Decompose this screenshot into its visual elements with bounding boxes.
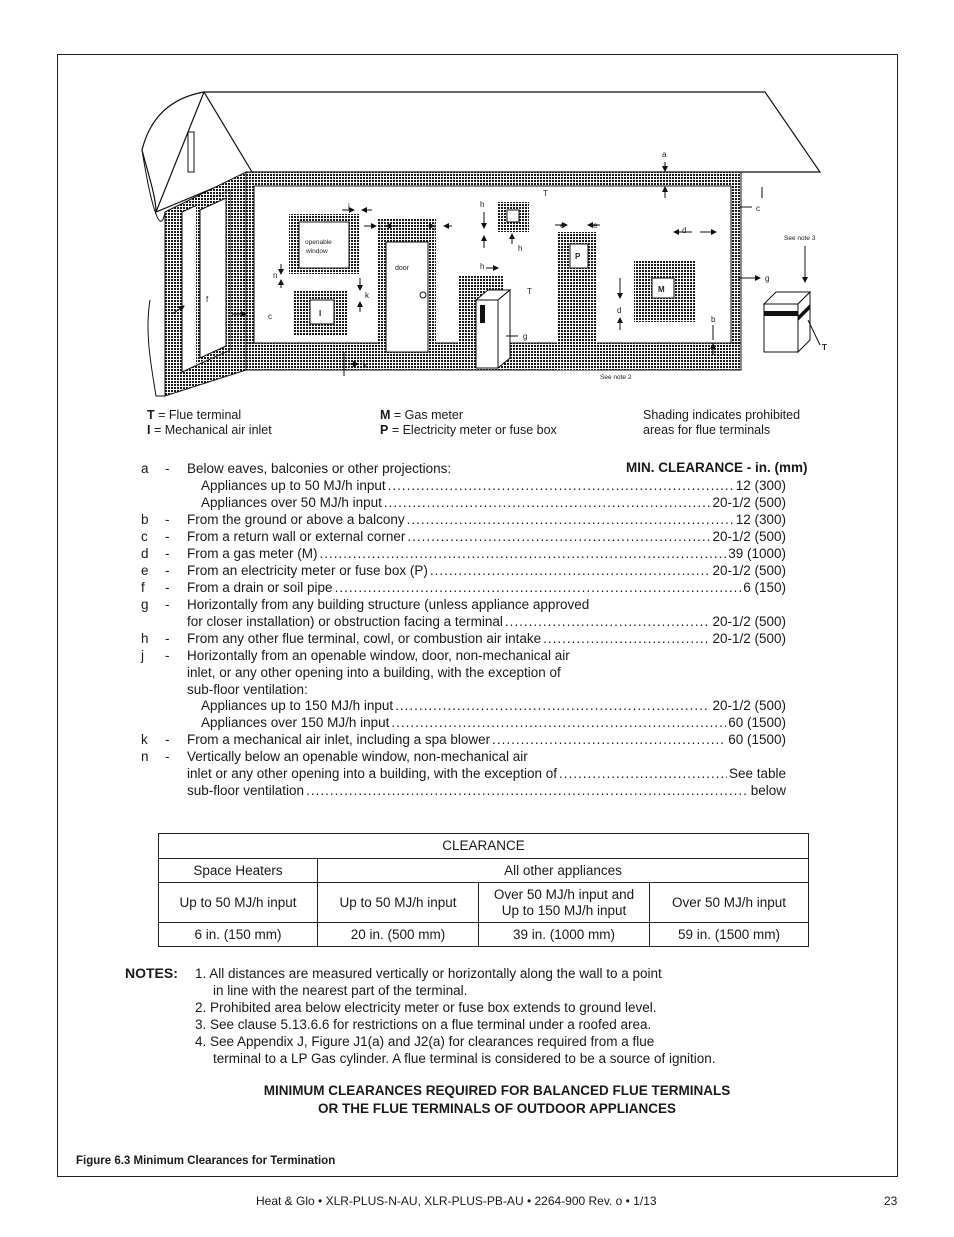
air-inlet: [310, 300, 334, 324]
table-value-4: 59 in. (1500 mm): [650, 923, 809, 947]
clearance-j: j - Horizontally from an openable window, door, non-mechanical air: [141, 648, 570, 663]
clearance-a2: Appliances over 50 MJ/h input ..... 20-1/2 (500): [201, 494, 786, 511]
table-col-space-heaters: Space Heaters: [159, 859, 318, 883]
note-2: 2. Prohibited area below electricity meter or fuse box extends to ground level.: [195, 1000, 657, 1015]
table-sub-2: Up to 50 MJ/h input: [318, 883, 479, 923]
label-h-2: h: [518, 244, 523, 253]
note-3: 3. See clause 5.13.6.6 for restrictions on a flue terminal under a roofed area.: [195, 1017, 652, 1032]
label-a: a: [662, 150, 667, 159]
table-value-1: 6 in. (150 mm): [159, 923, 318, 947]
legend-terminal: T = Flue terminal I = Mechanical air inlet: [147, 408, 272, 437]
clearance-j2: sub-floor ventilation:: [187, 682, 308, 697]
table-value-2: 20 in. (500 mm): [318, 923, 479, 947]
clearance-j3: Appliances up to 150 MJ/h input ..... 20-1/2 (500): [201, 697, 786, 714]
label-e-2: e: [593, 221, 598, 230]
note-4-cont: terminal to a LP Gas cylinder. A flue terminal is considered to be a source of ignition.: [213, 1051, 716, 1066]
door: [386, 242, 428, 352]
clearance-n: n - Vertically below an openable window, non-mechanical air: [141, 749, 528, 764]
clearance-table: [158, 833, 809, 947]
table-title: CLEARANCE: [159, 834, 809, 859]
clearance-a: a - Below eaves, balconies or other projections:: [141, 461, 452, 476]
clearance-k: k - From a mechanical air inlet, including a spa blower ..... 60 (1500): [141, 731, 786, 748]
note-1: 1. All distances are measured vertically or horizontally along the wall to a point: [195, 966, 662, 981]
terminal-label-3: T: [822, 343, 827, 352]
table-sub-3: Over 50 MJ/h input and Up to 150 MJ/h input: [479, 883, 650, 923]
clearance-d: d - From a gas meter (M) ..... 39 (1000): [141, 545, 786, 562]
note-1-cont: in line with the nearest part of the terminal.: [213, 983, 468, 998]
clearance-diagram: [0, 0, 954, 400]
label-j: j: [348, 202, 350, 211]
label-g: g: [765, 274, 770, 283]
label-d-2: d: [617, 306, 622, 315]
table-sub-1: Up to 50 MJ/h input: [159, 883, 318, 923]
label-e: e: [560, 221, 565, 230]
clearance-h: h - From any other flue terminal, cowl, or combustion air intake ..... 20-1/2 (500): [141, 630, 786, 647]
clearance-n1: inlet or any other opening into a building, with the exception of ..... See table: [187, 765, 786, 782]
min-clearance-header: MIN. CLEARANCE - in. (mm): [626, 460, 808, 475]
clearance-n2: sub-floor ventilation ..... below: [187, 782, 786, 799]
clearance-f: f - From a drain or soil pipe ..... 6 (150): [141, 579, 786, 596]
clearance-j4: Appliances over 150 MJ/h input ..... 60 (1500): [201, 714, 786, 731]
legend-meters: M = Gas meter P = Electricity meter or fuse box: [380, 408, 557, 437]
clearance-c: c - From a return wall or external corner ..... 20-1/2 (500): [141, 528, 786, 545]
table-value-3: 39 in. (1000 mm): [479, 923, 650, 947]
clearance-e: e - From an electricity meter or fuse box (P) ..... 20-1/2 (500): [141, 562, 786, 579]
terminal-label-2: T: [527, 287, 532, 296]
label-n: n: [273, 271, 278, 280]
see-note-3: See note 3: [784, 235, 816, 242]
label-j-2: j: [379, 222, 381, 231]
label-h-3: h: [480, 262, 485, 271]
label-h: h: [480, 200, 485, 209]
label-d: d: [682, 226, 687, 235]
label-f: f: [206, 295, 209, 304]
label-b: b: [711, 315, 716, 324]
meter-label: P: [575, 252, 581, 261]
label-c-2: c: [268, 312, 272, 321]
window-label-2: window: [306, 248, 328, 255]
terminal-label: T: [543, 189, 548, 198]
page-number: 23: [884, 1194, 898, 1208]
figure-title: MINIMUM CLEARANCES REQUIRED FOR BALANCED FLUE TERMINALS OR THE FLUE TERMINALS OF OUTDOOR APPLIANCES: [263, 1083, 731, 1116]
legend-shading: Shading indicates prohibited areas for flue terminals: [643, 408, 801, 437]
footer-text: Heat & Glo • XLR-PLUS-N-AU, XLR-PLUS-PB-AU • 2264-900 Rev. o • 1/13: [256, 1194, 657, 1208]
label-j-3: j: [434, 222, 436, 231]
label-c: c: [756, 204, 760, 213]
outdoor-appliance: [764, 292, 810, 352]
gas-meter-label: M: [658, 285, 665, 294]
label-k-2: k: [363, 361, 367, 370]
window-label: openable: [305, 239, 332, 246]
clearance-b: b - From the ground or above a balcony ..... 12 (300): [141, 511, 786, 528]
notes-header: NOTES:: [125, 965, 178, 981]
table-sub-4: Over 50 MJ/h input: [650, 883, 809, 923]
clearance-j1: inlet, or any other opening into a building, with the exception of: [187, 665, 561, 680]
table-col-other: All other appliances: [318, 859, 809, 883]
air-inlet-label: I: [319, 309, 322, 318]
clearance-g: g - Horizontally from any building structure (unless appliance approved: [141, 597, 590, 612]
note-4: 4. See Appendix J, Figure J1(a) and J2(a) for clearances required from a flue: [195, 1034, 655, 1049]
figure-caption: Figure 6.3 Minimum Clearances for Termination: [76, 1155, 336, 1167]
door-label: door: [395, 265, 410, 272]
clearance-g1: for closer installation) or obstruction facing a terminal ..... 20-1/2 (500): [187, 613, 786, 630]
see-note-2: See note 2: [600, 374, 632, 381]
clearance-a1: Appliances up to 50 MJ/h input ..... 12 (300): [201, 477, 786, 494]
label-k: k: [365, 291, 369, 300]
label-g-2: g: [523, 332, 528, 341]
